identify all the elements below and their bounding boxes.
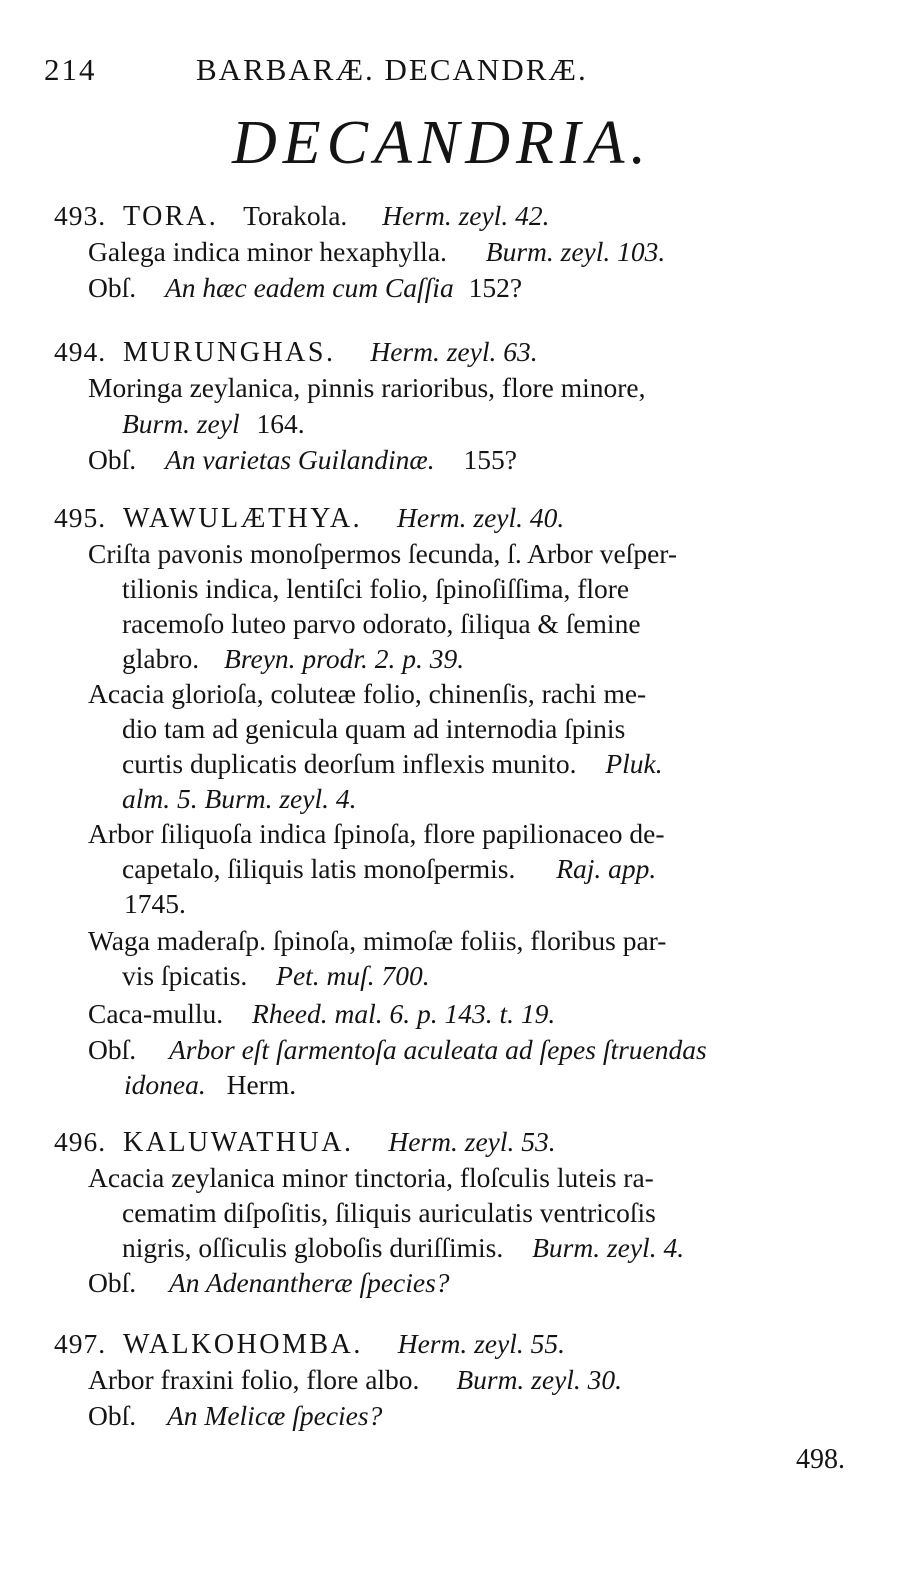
entry-line: alm. 5. Burm. zeyl. 4. [122,783,357,814]
entry-line: curtis duplicatis deorſum inflexis munito. Pluk. [122,748,663,779]
entry-reference: Herm. zeyl. 42. [382,200,550,231]
running-title: BARBARÆ. DECANDRÆ. [196,52,588,87]
entry-line: Obſ. An Adenantheræ ſpecies? [88,1267,450,1298]
entry-line: 1745. [124,888,186,919]
entry-line: capetalo, ſiliquis latis monoſpermis. Raj. app. [122,853,657,884]
entry-number: 493. [54,200,107,231]
entry-heading: 496. KALUWATHUA. Herm. zeyl. 53. [54,1126,556,1158]
entry-line: racemoſo luteo parvo odorato, ſiliqua & ſemine [122,608,641,639]
entry-line: Criſta pavonis monoſpermos ſecunda, ſ. Arbor veſper- [88,538,678,569]
entry-line: tilionis indica, lentiſci folio, ſpinoſiſſima, flore [122,573,630,604]
page-number: 214 [44,52,97,87]
entry-line: idonea. Herm. [124,1069,297,1100]
entry-line: Obſ. An Melicæ ſpecies? [88,1400,383,1431]
native-name: Torakola. [243,200,348,231]
entry-line: Arbor fraxini folio, flore albo. Burm. zeyl. 30. [88,1364,623,1395]
section-title: DECANDRIA. [232,109,652,177]
entry-line: dio tam ad genicula quam ad internodia ſpinis [122,713,626,744]
entry-line: Burm. zeyl 164. [122,408,305,439]
entry-line: Acacia glorioſa, coluteæ folio, chinenſis, rachi me- [88,678,647,709]
entry-line: nigris, oſſiculis globoſis duriſſimis. Burm. zeyl. 4. [122,1232,685,1263]
entry-line: Obſ. Arbor eſt ſarmentoſa aculeata ad ſepes ſtruendas [88,1034,707,1065]
entry-heading: 495. WAWULÆTHYA. Herm. zeyl. 40. [54,502,565,534]
entry-line: Waga maderaſp. ſpinoſa, mimoſæ foliis, floribus par- [88,925,667,956]
entry-line: Obſ. An varietas Guilandinæ. 155? [88,444,517,475]
catchword: 498. [796,1444,845,1475]
entry-line: Moringa zeylanica, pinnis rarioribus, flore minore, [88,372,646,403]
entry-heading [54,200,549,233]
entry-name: TORA. [123,201,219,232]
entry-line: vis ſpicatis. Pet. muſ. 700. [122,960,430,991]
entry-line: Acacia zeylanica minor tinctoria, floſculis luteis ra- [88,1162,654,1193]
entry-heading: 497. WALKOHOMBA. Herm. zeyl. 55. [54,1328,565,1360]
entry-line: glabro. Breyn. prodr. 2. p. 39. [122,643,465,674]
entry-line: Arbor ſiliquoſa indica ſpinoſa, flore papilionaceo de- [88,818,665,849]
running-head [44,52,704,96]
entry-line: Obſ. An hæc eadem cum Caſſia 152? [88,272,523,303]
entry-line: Caca-mullu. Rheed. mal. 6. p. 143. t. 19. [88,998,556,1029]
entry-line: Galega indica minor hexaphylla. Burm. zeyl. 103. [88,236,666,267]
entry-heading: 494. MURUNGHAS. Herm. zeyl. 63. [54,336,538,368]
entry-line: cematim diſpoſitis, ſiliquis auriculatis ventricoſis [122,1197,656,1228]
